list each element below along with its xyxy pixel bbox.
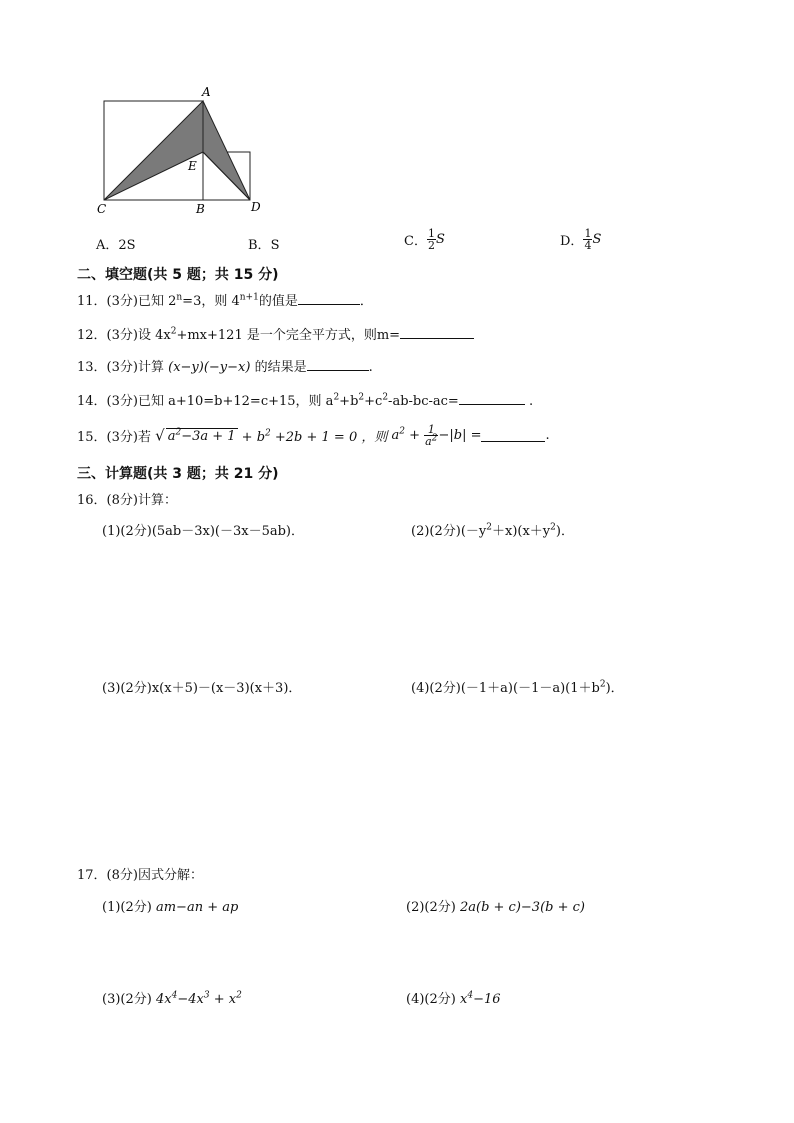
- fraction-one-over-a-squared: $\frac{1}{a^2}$: [425, 423, 438, 448]
- label-b: B: [196, 202, 205, 216]
- question-17-part-4: (4)(2分) $x^4-16$: [406, 990, 501, 1007]
- question-12: 12．(3分)设 $4x^2+mx+121$ 是一个完全平方式，则m=: [77, 324, 474, 343]
- question-17-part-3: (3)(2分) $4x^4-4x^3 + x^2$: [102, 990, 242, 1007]
- shaded-triangle-aed: [203, 101, 250, 200]
- section-2-title: 二、填空题(共 5 题；共 15 分): [77, 267, 279, 283]
- question-14: 14．(3分)已知 a+10=b+12=c+15，则 $a^2+b^2+c^2-ab-bc-ac=$ .: [77, 392, 534, 409]
- question-16-part-1: (1)(2分)(5ab－3x)(－3x－5ab)．: [102, 524, 305, 539]
- question-16-part-4: (4)(2分)$(-1+a)(-1-a)(1+b^2)$．: [411, 679, 624, 696]
- label-e: E: [188, 159, 197, 173]
- option-d[interactable]: D． $\frac{1}{4}$ S: [560, 227, 602, 252]
- question-11: 11．(3分)已知 $2^n=3$，则 $4^{n+1}$的值是 ．: [77, 292, 373, 309]
- question-13: 13．(3分)计算 (x−y)(−y−x) 的结果是 .: [77, 360, 373, 375]
- shaded-triangle-ace: [104, 101, 203, 200]
- fraction-half: $\frac{1}{2}$: [427, 227, 435, 252]
- answer-blank-15[interactable]: [481, 429, 545, 442]
- option-a[interactable]: A．2S: [96, 238, 136, 253]
- question-16-part-2: (2)(2分)$(-y^2+x)(x+y^2)$．: [411, 522, 574, 539]
- label-a: A: [202, 85, 211, 99]
- label-c: C: [97, 202, 107, 216]
- answer-blank-11[interactable]: [298, 292, 360, 305]
- label-d: D: [251, 200, 261, 214]
- fraction-quarter: $\frac{1}{4}$: [584, 227, 592, 252]
- option-c[interactable]: C． $\frac{1}{2}$ S: [404, 227, 445, 252]
- answer-blank-13[interactable]: [307, 358, 369, 371]
- geometry-figure: [90, 80, 290, 220]
- section-3-title: 三、计算题(共 3 题；共 21 分): [77, 466, 279, 482]
- question-17: 17．(8分)因式分解：: [77, 868, 203, 883]
- question-17-part-1: (1)(2分) am−an + ap: [102, 900, 239, 915]
- question-17-part-2: (2)(2分) 2a(b + c)−3(b + c): [406, 900, 585, 915]
- question-16: 16．(8分)计算：: [77, 493, 177, 508]
- answer-blank-14[interactable]: [459, 392, 525, 405]
- question-15: 15．(3分)若 √ $a^2-3a + 1 + b^2 +2b + 1 = 0$ ，则 $a^2$ + $\frac{1}{a^2}$ −|b| = .: [77, 423, 550, 448]
- option-b[interactable]: B．S: [248, 238, 280, 253]
- answer-blank-12[interactable]: [400, 326, 474, 339]
- question-16-part-3: (3)(2分)x(x＋5)－(x－3)(x＋3)．: [102, 681, 302, 696]
